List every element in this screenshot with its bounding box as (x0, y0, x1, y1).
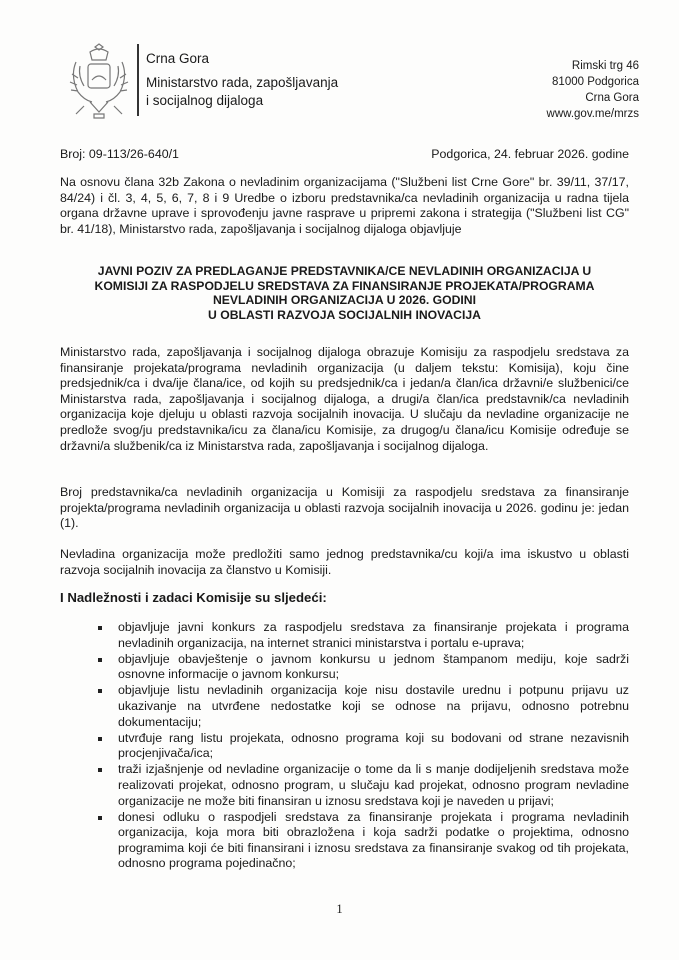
title-line: NEVLADINIH ORGANIZACIJA U 2026. GODINI (213, 293, 476, 308)
paragraph-nomination: Nevladina organizacija može predložiti samo jednog predstavnika/cu koji/a ima iskustvo u oblasti razvoja socijalnih inovacija za članstvo u Komisiji. (60, 547, 629, 577)
paragraph-member-count: Broj predstavnika/ca nevladinih organizacija u Komisiji za raspodjelu sredstava za finansiranje projekta/programa nevladinih organizacija u oblasti razvoja socijalnih inovacija u 2026. godinu je: jedan (1). (60, 485, 629, 531)
coat-of-arms-icon (66, 40, 132, 122)
country-name: Crna Gora (146, 51, 210, 66)
title-line: JAVNI POZIV ZA PREDLAGANJE PREDSTAVNIKA/CE NEVLADINIH ORGANIZACIJA U (97, 264, 592, 278)
title-line: U OBLASTI RAZVOJA SOCIJALNIH INOVACIJA (208, 307, 481, 322)
address-block (547, 58, 639, 122)
issuer-block (146, 50, 338, 110)
address-street: Rimski trg 46 (571, 60, 639, 72)
website-link[interactable]: www.gov.me/mrzs (546, 108, 639, 120)
preamble: Na osnovu člana 32b Zakona o nevladinim organizacijama ("Službeni list Crne Gore" br. 39/11, 37/17, 84/24) i čl. 3, 4, 5, 6, 7, 8 i 9 Uredbe o izboru predstavnika/ca nevladinih organizacija u radna tijela organa državne uprave i sprovođenju javne rasprave u pripremi zakona i strategija ("Službeni list CG" br. 41/18), Ministarstvo rada, zapošljavanja i socijalnog dijaloga objavljuje (60, 175, 629, 236)
list-item: utvrđuje rang listu projekata, odnosno programa koji su bodovani od strane nezavisnih procjenjivača/ica; (98, 731, 629, 762)
reference-line (60, 147, 629, 161)
document-title (60, 264, 629, 322)
document-number: Broj: 09-113/26-640/1 (60, 147, 179, 161)
list-item: objavljuje obavještenje o javnom konkursu u jednom štampanom mediju, koje sadrži osnovne informacije o javnom konkursu; (98, 652, 629, 683)
list-item: donesi odluku o raspodjeli sredstava za finansiranje projekata i programa nevladinih organizacija, koja mora biti obrazložena i koja sadrži podatke o projektima, odnosno programima koji će biti finansirani i iznosu sredstava za finansiranje svakog od tih projekata, odnosno programa pojedinačno; (98, 810, 629, 872)
place-date: Podgorica, 24. februar 2026. godine (431, 147, 629, 161)
page-number: 1 (336, 902, 343, 916)
ministry-name-line2: i socijalnog dijaloga (146, 93, 264, 108)
duties-list (98, 620, 629, 873)
ministry-name-line1: Ministarstvo rada, zapošljavanja (146, 75, 339, 90)
paragraph-commission: Ministarstvo rada, zapošljavanja i socijalnog dijaloga obrazuje Komisiju za raspodjelu sredstava za finansiranje projekata/programa nevladinih organizacija (u daljem tekstu: Komisija), koju čine predsjednik/ca i dva/ije člana/ice, od kojih su predsjednik/ca i jedan/a član/ica državni/e službenici/ce Ministarstva rada, zapošljavanja i socijalnog dijaloga, a drugi/a član/ica predstavnik/ca nevladinih organizacija koje djeluju u oblasti razvoja socijalnih inovacija. U slučaju da nevladine organizacije ne predlože svog/ju predstavnika/icu za člana/icu Komisije, za drugog/u člana/icu Komisije određuje se državni/a službenik/ca iz Ministarstva rada, zapošljavanja i socijalnog dijaloga. (60, 345, 629, 453)
list-item: objavljuje javni konkurs za raspodjelu sredstava za finansiranje projekata i programa nevladinih organizacija, na internet stranici ministarstva i portalu e-uprava; (98, 620, 629, 651)
header-divider (137, 44, 139, 116)
section-heading: I Nadležnosti i zadaci Komisije su sljedeći: (60, 590, 327, 605)
address-city: 81000 Podgorica (552, 76, 639, 88)
address-country: Crna Gora (585, 92, 639, 104)
list-item: objavljuje listu nevladinih organizacija koje nisu dostavile urednu i potpunu prijavu uz ukazivanje na utvrđene nedostatke koji se odnose na prijavu, odnosno potrebnu dokumentaciju; (98, 683, 629, 730)
title-line: KOMISIJI ZA RASPODJELU SREDSTAVA ZA FINANSIRANJE PROJEKATA/PROGRAMA (94, 278, 595, 293)
list-item: traži izjašnjenje od nevladine organizacije o tome da li s manje dodijeljenih sredstava može realizovati projekat, odnosno program, u slučaju kad projekat, odnosno program nevladine organizacije ne može biti finansiran u iznosu sredstava koji je naveden u prijavi; (98, 762, 629, 809)
